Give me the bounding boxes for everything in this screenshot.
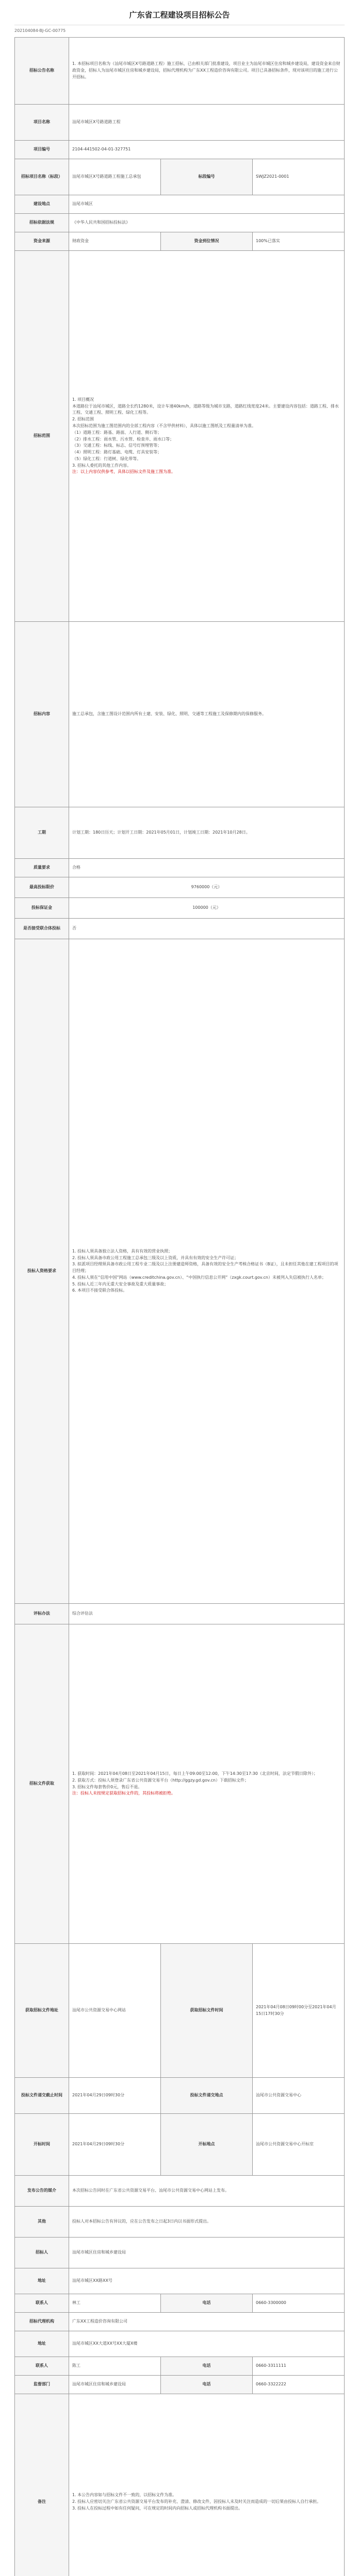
row-label: 项目编号 (15, 141, 69, 159)
row-value: 汕尾市城区XX路XX号 (69, 2268, 345, 2294)
row-label: 获取招标文件时间 (161, 1944, 253, 2078)
row-value: 否 (69, 919, 345, 939)
row-label: 招标内容 (15, 622, 69, 807)
row-label: 电话 (161, 2376, 253, 2394)
row-value: SWJZ2021-0001 (253, 159, 345, 195)
row-label: 建设地点 (15, 195, 69, 214)
table-row (15, 859, 345, 877)
row-value: 2021年04月29日09时30分 (69, 2078, 161, 2114)
row-value: 1. 投标人须具备独立法人资格，具有有效的营业执照； 2. 投标人须具备市政公用工程施工总承包三级及以上资质，并具有有效的安全生产许可证； 3. 拟派项目经理须具备市政公用工程专业二级及以上注册建造师资格，具备有效的安全生产考核合格证书（B证），且未担任其他在建工程项目的项目经理； 4. 投标人须在“信用中国”网站（www.creditchina.gov.cn）、“中国执行信息公开网”（zxgk.court.gov.cn）未被列入失信被执行人名单； 5. 投标人近三年内无重大安全事故及重大质量事故； 6. 本项目不接受联合体投标。 (69, 939, 345, 1604)
table-row (15, 2294, 345, 2313)
row-value: 投标人对本招标公告有异议的，应在公告发布之日起3日内以书面形式提出。 (69, 2207, 345, 2238)
page-title: 广东省工程建设项目招标公告 (129, 10, 230, 20)
row-label: 联系人 (15, 2294, 69, 2313)
row-label: 招标文件获取 (15, 1624, 69, 1944)
row-value: 施工总承包，含施工图设计范围内所有土建、安装、绿化、照明、交通等工程施工及保修期内的保修服务。 (69, 622, 345, 807)
table-row (15, 2313, 345, 2331)
table-row (15, 2376, 345, 2394)
row-value: 汕尾市城区XX大道XX号XX大厦X楼 (69, 2331, 345, 2357)
row-label: 地址 (15, 2268, 69, 2294)
table-row (15, 939, 345, 1604)
table-row (15, 2357, 345, 2376)
row-label: 电话 (161, 2357, 253, 2376)
row-label: 电话 (161, 2294, 253, 2313)
row-label: 资金到位情况 (161, 232, 253, 251)
row-value: 0660-3300000 (253, 2294, 345, 2313)
row-label: 监督部门 (15, 2376, 69, 2394)
row-label: 地址 (15, 2331, 69, 2357)
row-value: 2104-441502-04-01-327751 (69, 141, 345, 159)
table-row (15, 622, 345, 807)
row-label: 工期 (15, 807, 69, 859)
row-value: 汕尾市城区 (69, 195, 345, 214)
row-label: 评标办法 (15, 1604, 69, 1624)
table-row (15, 2176, 345, 2207)
row-value: 汕尾市城区X号路道路工程 (69, 105, 345, 141)
row-label: 资金来源 (15, 232, 69, 251)
row-label: 招标人 (15, 2238, 69, 2268)
notice-number: 202104084-BJ-GC-00775 (14, 28, 66, 33)
row-label: 备注 (15, 2394, 69, 2576)
row-value: 2021年04月29日09时30分 (69, 2114, 161, 2176)
row-value: 2021年04月08日09时00分至2021年04月15日17时30分 (253, 1944, 345, 2078)
row-value: 本次招标公告同时在广东省公共资源交易平台、汕尾市公共资源交易中心网站上发布。 (69, 2176, 345, 2207)
row-label: 招标项目名称（标段） (15, 159, 69, 195)
row-value: 财政资金 (69, 232, 161, 251)
row-value: 林工 (69, 2294, 161, 2313)
row-label: 是否接受联合体投标 (15, 919, 69, 939)
row-value: 计划工期：180日历天；计划开工日期：2021年05月01日，计划竣工日期：2021年10月28日。 (69, 807, 345, 859)
row-label: 获取招标文件地址 (15, 1944, 69, 2078)
table-row (15, 2114, 345, 2176)
table-row (15, 2268, 345, 2294)
row-label: 标段编号 (161, 159, 253, 195)
row-value (69, 1624, 345, 1944)
row-value: 汕尾市城区X号路道路工程施工总承包 (69, 159, 161, 195)
row-value: 汕尾市城区住房和城乡建设局 (69, 2376, 161, 2394)
row-value: 100%已落实 (253, 232, 345, 251)
row-label: 发布公告的媒介 (15, 2176, 69, 2207)
table-row (15, 2238, 345, 2268)
doc-get-text: 1. 获取时间：2021年04月08日至2021年04月15日，每日上午09:00至12:00，下午14:30至17:30（北京时间，法定节假日除外）； 2. 获取方式：投标人须登录广东省公共资源交易平台（http://ggzy.gd.gov.cn）下载招标文件； 3. 招标文件每套售价0元，售后不退。 (72, 1771, 318, 1789)
table-row (15, 898, 345, 919)
row-label: 质量要求 (15, 859, 69, 877)
row-value: 《中华人民共和国招标投标法》 (69, 214, 345, 232)
notice-table (14, 37, 345, 2576)
row-value: 100000（元） (69, 898, 345, 919)
row-value: 1. 本招标项目名称为（汕尾市城区X号路道路工程）施工招标，已由相关部门批准建设，项目业主为汕尾市城区住房和城乡建设局，建设资金来自财政资金，招标人为汕尾市城区住房和城乡建设局，招标代理机构为广东XX工程造价咨询有限公司。项目已具备招标条件，现对该项目的施工进行公开招标。 (69, 38, 345, 105)
row-value: 陈工 (69, 2357, 161, 2376)
table-row (15, 2078, 345, 2114)
row-label: 开标地点 (161, 2114, 253, 2176)
row-value: 0660-3311111 (253, 2357, 345, 2376)
row-value: 9760000（元） (69, 877, 345, 898)
row-label: 联系人 (15, 2357, 69, 2376)
table-row (15, 214, 345, 232)
table-row (15, 807, 345, 859)
row-label: 招标依据法规 (15, 214, 69, 232)
table-row (15, 251, 345, 622)
row-value: 1. 本公告内容如与招标文件不一致的，以招标文件为准。 2. 投标人应密切关注广东省公共资源交易平台发布的补充、澄清、修改文件，因投标人未及时关注而造成的一切后果由投标人自行承担。 3. 投标人在投标过程中如有任何疑问，可在规定的时间内向招标人或招标代理机构书面提出。 (69, 2394, 345, 2576)
table-row (15, 1944, 345, 2078)
row-label: 招标代理机构 (15, 2313, 69, 2331)
row-value: 汕尾市城区住房和城乡建设局 (69, 2238, 345, 2268)
notice-page (14, 0, 345, 2576)
table-row (15, 2207, 345, 2238)
row-value: 合格 (69, 859, 345, 877)
table-row (15, 2394, 345, 2576)
row-value: 综合评估法 (69, 1604, 345, 1624)
row-label: 其他 (15, 2207, 69, 2238)
table-row (15, 2331, 345, 2357)
row-label: 投标文件递交截止时间 (15, 2078, 69, 2114)
row-value: 汕尾市公共资源交易中心 (253, 2078, 345, 2114)
row-label: 开标时间 (15, 2114, 69, 2176)
row-value: 汕尾市公共资源交易中心开标室 (253, 2114, 345, 2176)
table-row (15, 1624, 345, 1944)
row-label: 投标人资格要求 (15, 939, 69, 1604)
table-row (15, 38, 345, 105)
table-row (15, 919, 345, 939)
row-label: 投标文件递交地点 (161, 2078, 253, 2114)
table-row (15, 159, 345, 195)
row-label: 招标范围 (15, 251, 69, 622)
row-label: 投标保证金 (15, 898, 69, 919)
row-value: 汕尾市公共资源交易中心网站 (69, 1944, 161, 2078)
scope-text: 1. 项目概况 本道路位于汕尾市城区，道路全长约1280米，设计车速40km/h，道路等级为城市支路，道路红线宽度24米。主要建设内容包括：道路工程、排水工程、交通工程、照明工程、绿化工程等。 2. 招标范围 本次招标范围为施工图范围内的全部工程内容（不含甲供材料），具体以施工图纸及工程量清单为准。 （1）道路工程：路基、路面、人行道、侧石等； （2）排水工程：雨水管、污水管、检查井、雨水口等； （3）交通工程：标线、标志、信号灯预埋管等； （4）照明工程：路灯基础、电缆、灯具安装等； （5）绿化工程：行道树、绿化带等。 3. 招标人委托的其他工作内容。 (72, 397, 339, 468)
table-row (15, 232, 345, 251)
doc-get-note: 注：投标人未按规定获取招标文件的，其投标将被拒绝。 (72, 1791, 175, 1796)
row-label: 招标公告名称 (15, 38, 69, 105)
row-value: 广东XX工程造价咨询有限公司 (69, 2313, 345, 2331)
table-row (15, 877, 345, 898)
row-value: 0660-3322222 (253, 2376, 345, 2394)
table-row (15, 195, 345, 214)
row-label: 项目名称 (15, 105, 69, 141)
row-label: 最高投标限价 (15, 877, 69, 898)
table-row (15, 141, 345, 159)
table-row (15, 105, 345, 141)
scope-note: 注：以上内容仅供参考，具体以招标文件及施工图为准。 (72, 469, 175, 474)
row-value (69, 251, 345, 622)
table-row (15, 1604, 345, 1624)
